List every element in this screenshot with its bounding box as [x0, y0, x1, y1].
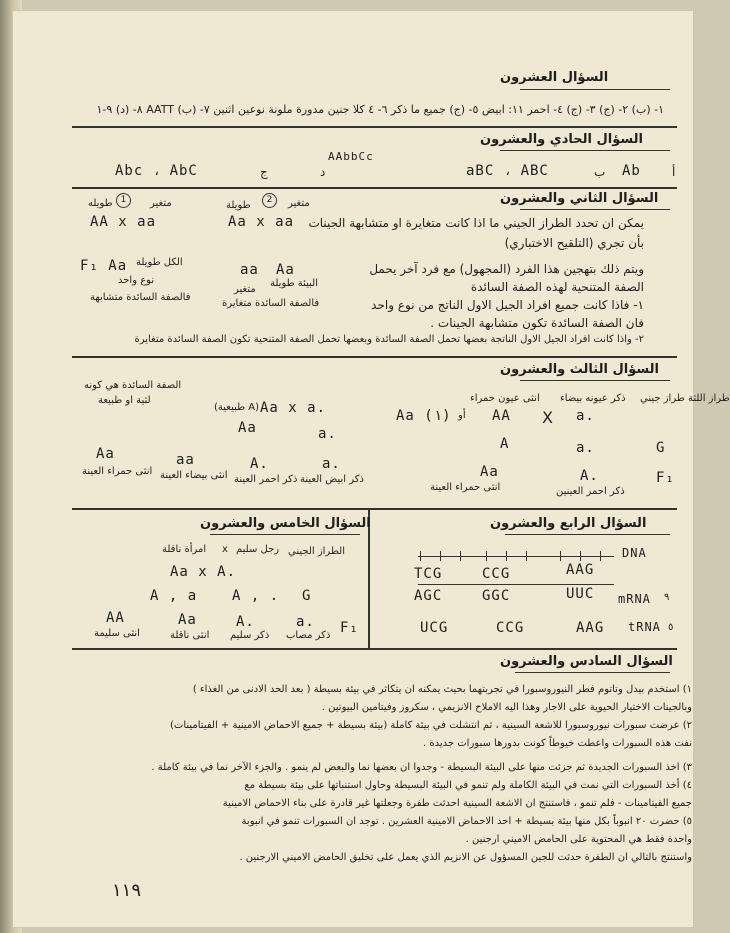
- q23-right-note: طراز اللثة طراز جيني: [640, 393, 730, 404]
- q22-c2-g2: Aa: [276, 262, 295, 278]
- q21-option-a-value: Ab: [622, 163, 641, 179]
- q20-title: السؤال العشرون: [500, 70, 609, 85]
- q21-option-d-value: AAbbCc: [328, 150, 374, 163]
- q26-line: واحدة فقط هي المحتوية على الحامض الاميني ارجنين .: [465, 834, 692, 845]
- q25-gamete: A , .: [232, 588, 280, 604]
- q21-option-b-label: ب: [594, 165, 606, 179]
- section-divider: [72, 126, 677, 128]
- q25-off-gen: a.: [296, 614, 315, 630]
- q23-left-genotype: Aa x a.: [260, 400, 327, 416]
- q26-line: ٢) عرضت سبورات نيوروسبورا للاشعة السينية ، ثم انتشلت في بيئة كاملة (بيئة بسيطة + جميع الاحماض الامينية + الفيتامينات): [170, 720, 692, 731]
- q25-off-label: انثى ناقلة: [170, 630, 210, 641]
- q23-cross-sign: X: [542, 408, 553, 427]
- q25-off-label: ذكر مصاب: [286, 630, 331, 641]
- q24-codon-tick: [440, 551, 441, 561]
- q22-c1-note2: فالصفة السائدة متشابهة: [90, 292, 191, 303]
- q26-title-underline: [515, 672, 670, 673]
- q25-genotype: Aa x A.: [170, 564, 237, 580]
- q25-off-gen: A.: [236, 614, 255, 630]
- section-divider: [72, 648, 677, 650]
- section-divider: [72, 356, 677, 358]
- q22-c2-g1: aa: [240, 262, 259, 278]
- q23-left-cross: (A طبيعية): [214, 402, 260, 413]
- q24-dna-codon: CCG: [482, 566, 511, 582]
- q22-c1-genotype: AA x aa: [90, 214, 157, 230]
- q23-left-off-label: انثى بيضاء العينة: [160, 470, 228, 481]
- q24-trna-codon: UCG: [420, 620, 449, 636]
- q22-text-7: ٢- واذا كانت افراد الجيل الاول الناتجة بعضها تحمل الصفة السائدة وبعضها تحمل الصفة المتنحية تكون الصفة السائدة متغايرة: [134, 334, 644, 345]
- q24-mrna-label: mRNA: [618, 592, 651, 606]
- q25-phenotype-label: الطراز الجيني: [288, 546, 345, 557]
- q22-text-4: الصفة المتنحية لهذه الصفة السائدة: [470, 280, 644, 294]
- q24-dna-codon: TCG: [414, 566, 443, 582]
- q21-option-a-label: أ: [672, 165, 676, 179]
- q24-mrna-codon: AGC: [414, 588, 443, 604]
- q23-title-underline: [520, 380, 670, 381]
- section-divider: [72, 187, 677, 189]
- q24-codon-tick: [420, 551, 421, 561]
- q23-left-off-label: انثى حمراء العينة: [82, 466, 153, 477]
- q22-title-underline: [520, 209, 670, 210]
- q26-line: ٤) أخذ السبورات التي نمت في البيئة الكاملة ولم تنمو في البيئة البسيطة وحاول استنباتها على بيئة بسيطة مع: [244, 780, 692, 791]
- q22-c1-f1-label: الكل طويلة: [136, 257, 183, 268]
- q24-codon-tick: [506, 551, 507, 561]
- q23-left-off-gen: aa: [176, 452, 195, 468]
- q24-title: السؤال الرابع والعشرون: [490, 516, 647, 531]
- q24-codon-tick: [526, 551, 527, 561]
- q24-title-underline: [505, 534, 670, 535]
- q26-line: نفت هذه السبورات واعطت خيوطاً كونت بدورها سبورات جديدة .: [423, 738, 692, 749]
- q22-c2-note: فالصفة السائدة متغايرة: [222, 298, 320, 309]
- q21-option-d-label: د: [320, 165, 326, 179]
- q22-text-2: بأن تجري (التلقيح الاختباري): [504, 236, 644, 250]
- q25-off-label: ذكر سليم: [230, 630, 270, 641]
- q25-gamete: A , a: [150, 588, 198, 604]
- q22-c2-label-a: متغير: [288, 198, 310, 209]
- q23-right-genotype: a.: [576, 408, 595, 424]
- q22-c2-g1-label: متغير: [234, 284, 256, 295]
- q22-c1-note: نوع واحد: [118, 275, 155, 286]
- q23-right-genotype2: AA: [492, 408, 511, 424]
- q25-off-gen: Aa: [178, 612, 197, 628]
- q20-title-underline: [520, 89, 670, 90]
- q21-option-c-label: ج: [260, 165, 268, 179]
- q22-c2-num: 2: [262, 193, 277, 208]
- q22-c1-label-a: متغير: [150, 198, 172, 209]
- q23-right-off1: Aa: [480, 464, 499, 480]
- q25-gamete: G: [302, 588, 312, 604]
- q22-c2-label-b: طويلة: [226, 200, 251, 211]
- q26-line: ٥) حضرت ٢٠ انبوباً بكل منها بيئة بسيطة + احد الاحماض الامينية العشرين . توجد ان السبورات تنمو في انبوبة: [241, 816, 692, 827]
- q26-line: جميع الفيتامينات - فلم تنمو ، فاستنتج ان الاشعة السينية احدثت طفرة وجعلتها غير قادرة على بناء الاحماض الامينية: [222, 798, 692, 809]
- q24-dna-label: DNA: [622, 546, 647, 560]
- q21-option-b-value: aBC ، ABC: [466, 163, 549, 179]
- q22-c2-g2-label: البيئة طويلة: [270, 278, 318, 289]
- q23-right-g3: G: [656, 440, 666, 456]
- q23-left-off-label: ذكر ابيض العينة: [300, 474, 364, 485]
- q24-trna-codon: CCG: [496, 620, 525, 636]
- q26-line: واستنتج بالتالي ان الطفرة حدثت للجين المسؤول عن الانزيم الذي يعمل على تخليق الحامض الاميني الارجنين .: [239, 852, 692, 863]
- q24-mrna-codon: GGC: [482, 588, 511, 604]
- q26-line: ١) استخدم بيدل وتاتوم فطر النيوروسبورا في تجربتهما بحيث يمكنه ان يتكاثر في بيئة بسيطة ( بعد الحد الادنى من الغذاء ): [192, 684, 692, 695]
- q25-label-woman: امرأة ناقلة: [162, 544, 207, 555]
- section-divider: [72, 508, 677, 510]
- q26-line: وبالجينات الاختيار الحيوية على الاجار وهذا اليه الاملاح الانزيمي ، سكروز وفيتامين البيوتين .: [321, 702, 692, 713]
- q23-right-off2: A.: [580, 468, 599, 484]
- q24-dna-strand-line: [418, 556, 614, 557]
- q25-off-gen: AA: [106, 610, 125, 626]
- q24-trna-label: tRNA: [628, 620, 661, 634]
- q24-trna-codon: AAG: [576, 620, 605, 636]
- q23-right-label1: ذكر عيونه بيضاء: [560, 393, 626, 404]
- q24-dna-codon: AAG: [566, 562, 595, 578]
- q23-right-or: أو: [458, 410, 466, 421]
- q25-title-underline: [210, 534, 360, 535]
- q24-codon-tick: [580, 551, 581, 561]
- q24-trna-num: ٥: [668, 622, 674, 633]
- q26-title: السؤال السادس والعشرون: [500, 654, 673, 669]
- q25-f: F₁: [340, 620, 359, 636]
- q22-c2-genotype: Aa x aa: [228, 214, 295, 230]
- q24-mrna-num: ٩: [664, 592, 670, 603]
- q20-answers: ١- (ب) ٢- (ج) ٣- (ج) ٤- احمر ١١: ابيض ٥- (ج) جميع ما ذكر ٦- ٤ كلا جنين مدورة ملونة نوعين اثنين ٧- (ب) AATT ٨- (د) ٩-١: [96, 103, 664, 116]
- q23-right-g1: A: [500, 436, 510, 452]
- q22-c1-label-b: طويله: [88, 198, 113, 209]
- q22-text-3: ويتم ذلك بتهجين هذا الفرد (المجهول) مع فرد آخر يحمل: [369, 262, 644, 276]
- q24-codon-tick: [560, 551, 561, 561]
- q25-title: السؤال الخامس والعشرون: [200, 516, 371, 531]
- q24-codon-tick: [460, 551, 461, 561]
- q22-c1-num: 1: [116, 193, 131, 208]
- q22-c1-f1: F₁ Aa: [80, 258, 128, 274]
- page-number: ١١٩: [112, 880, 142, 901]
- q23-left-off-gen: Aa: [96, 446, 115, 462]
- q22-title: السؤال الثاني والعشرون: [500, 191, 659, 206]
- q25-label-x: x: [222, 544, 228, 555]
- q22-text-1: يمكن ان تحدد الطراز الجيني ما اذا كانت متغايرة او متشابهة الجينات: [308, 216, 644, 230]
- q21-title-underline: [500, 150, 670, 151]
- q23-left-g1: Aa: [238, 420, 257, 436]
- q23-right-alt: Aa (١): [396, 408, 452, 424]
- q24-codon-tick: [486, 551, 487, 561]
- q21-title: السؤال الحادي والعشرون: [480, 132, 643, 147]
- q23-title: السؤال الثالث والعشرون: [500, 362, 659, 377]
- q23-right-label2: انثى عيون حمراء: [470, 393, 540, 404]
- q23-right-g2: a.: [576, 440, 595, 456]
- q23-left-title2: لثية او طبيعة: [98, 395, 151, 406]
- q23-left-title: الصفة السائدة هي كونه: [84, 380, 182, 391]
- q24-mrna-codon: UUC: [566, 586, 595, 602]
- q21-option-c-value: Abc ، AbC: [115, 163, 198, 179]
- q23-right-off2-label: ذكر احمر العينين: [556, 486, 625, 497]
- q23-left-off-gen: A.: [250, 456, 269, 472]
- q22-text-5: ١- فاذا كانت جميع افراد الجيل الاول الناتج من نوع واحد: [371, 298, 644, 312]
- q23-left-off-label: ذكر احمر العينة: [234, 474, 298, 485]
- q23-right-off1-label: انثى حمراء العينة: [430, 482, 501, 493]
- q24-codon-tick: [600, 551, 601, 561]
- q23-right-f: F₁: [656, 470, 675, 486]
- q23-left-g2: a.: [318, 426, 337, 442]
- q25-label-man: رجل سليم: [236, 544, 280, 555]
- q22-text-6: فان الصفة السائدة تكون متشابهة الجينات .: [430, 316, 644, 330]
- q24-mrna-strand-line: [418, 584, 614, 585]
- q26-line: ٣) اخذ السبورات الجديدة ثم جزئت منها على البيئة البسيطة - وجدوا ان بعضها نما والبعض لم ينمو . والجزء الآخر نما في بيئة كاملة .: [151, 762, 692, 773]
- q25-off-label: انثى سليمة: [94, 628, 140, 639]
- q23-left-off-gen: a.: [322, 456, 341, 472]
